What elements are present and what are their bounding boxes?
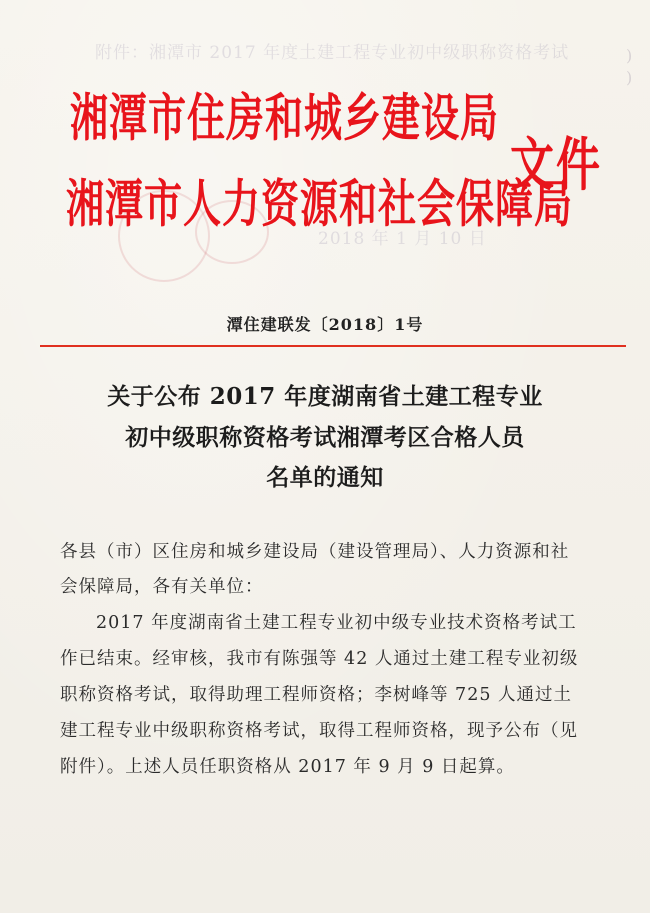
body-paragraph-line: 会保障局，各有关单位： bbox=[60, 577, 264, 597]
bleed-through-bracket: ) bbox=[626, 46, 633, 65]
bleed-through-bracket: ) bbox=[626, 68, 633, 87]
body-paragraph-line: 各县（市）区住房和城乡建设局（建设管理局）、人力资源和社 bbox=[60, 542, 570, 562]
issuer-line-hr-bureau: 湘潭市人力资源和社会保障局 bbox=[66, 172, 574, 234]
notice-title-line: 名单的通知 bbox=[266, 464, 384, 491]
body-paragraph-line: 附件）。上述人员任职资格从 2017 年 9 月 9 日起算。 bbox=[60, 757, 515, 777]
body-paragraph-line: 职称资格考试，取得助理工程师资格；李树峰等 725 人通过土 bbox=[60, 685, 573, 705]
body-paragraph-line: 2017 年度湖南省土建工程专业初中级专业技术资格考试工 bbox=[96, 613, 577, 633]
body-paragraph-line: 建工程专业中级职称资格考试，取得工程师资格，现予公布（见 bbox=[60, 721, 578, 741]
notice-title-line: 初中级职称资格考试湘潭考区合格人员 bbox=[125, 424, 525, 451]
document-suffix: 文件 bbox=[510, 132, 602, 199]
document-number: 潭住建联发〔2018〕1号 bbox=[226, 315, 424, 334]
notice-title-line: 关于公布 2017 年度湖南省土建工程专业 bbox=[107, 383, 543, 410]
bleed-through-text: 附件：湘潭市 2017 年度土建工程专业初中级职称资格考试 bbox=[95, 43, 570, 63]
body-paragraph-line: 作已结束。经审核，我市有陈强等 42 人通过土建工程专业初级 bbox=[60, 649, 579, 669]
red-divider-line bbox=[40, 345, 626, 347]
issuer-line-housing-bureau: 湘潭市住房和城乡建设局 bbox=[70, 86, 500, 148]
bleed-through-date: 2018 年 1 月 10 日 bbox=[318, 229, 487, 249]
